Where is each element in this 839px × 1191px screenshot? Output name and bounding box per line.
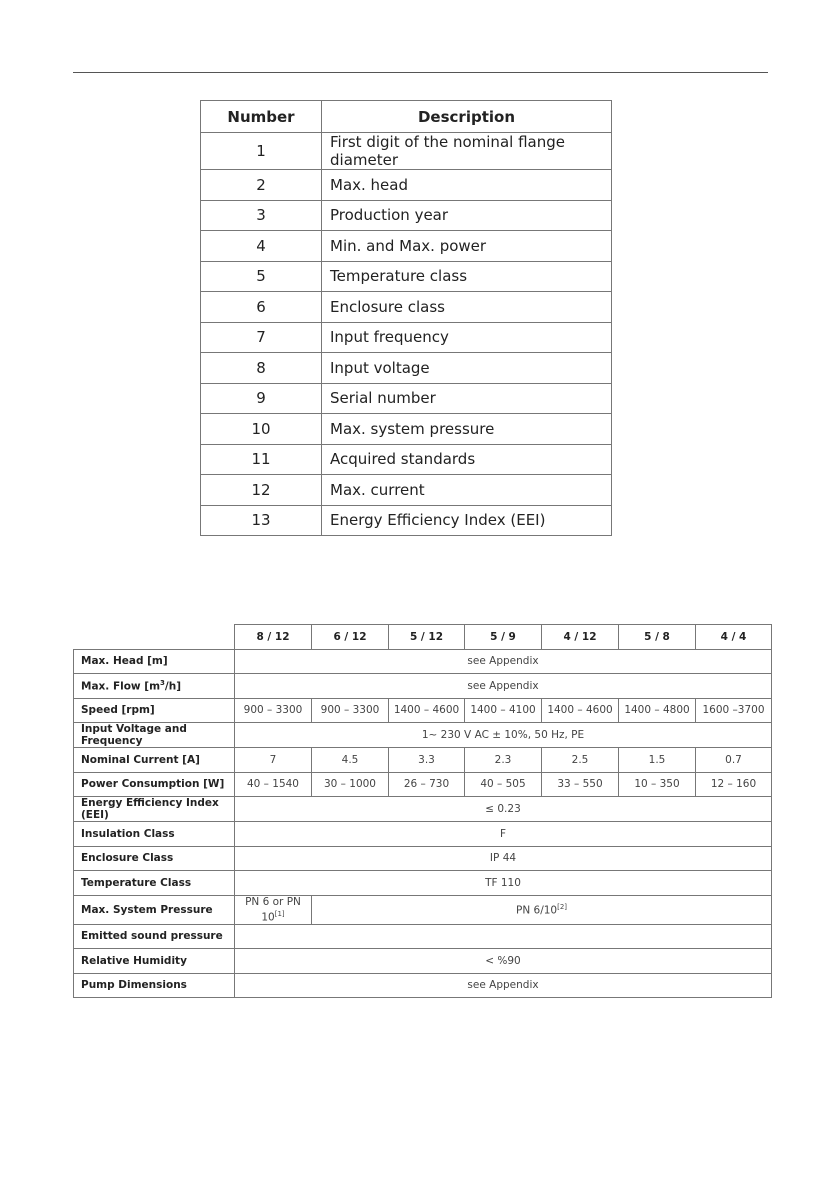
power-value: 40 – 1540	[235, 772, 312, 797]
row-number: 10	[201, 414, 322, 445]
power-value: 33 – 550	[542, 772, 619, 797]
humidity-label: Relative Humidity	[74, 949, 235, 974]
nominal-current-value: 4.5	[312, 748, 389, 773]
legend-body	[201, 133, 612, 536]
table-row	[201, 383, 612, 414]
model-header: 5 / 9	[465, 625, 542, 650]
table-row	[201, 292, 612, 323]
sound-value	[235, 924, 772, 949]
humidity-value: < %90	[235, 949, 772, 974]
row-description: Acquired standards	[322, 444, 612, 475]
row-number: 8	[201, 353, 322, 384]
max-flow-value: see Appendix	[235, 674, 772, 699]
number-header: Number	[201, 101, 322, 133]
insulation-row	[74, 822, 772, 847]
max-pressure-first-value: PN 6 or PN 10[1]	[235, 895, 312, 924]
power-value: 10 – 350	[619, 772, 696, 797]
max-pressure-label: Max. System Pressure	[74, 895, 235, 924]
max-head-label: Max. Head [m]	[74, 649, 235, 674]
nominal-current-label: Nominal Current [A]	[74, 748, 235, 773]
sound-label: Emitted sound pressure	[74, 924, 235, 949]
row-description: Production year	[322, 200, 612, 231]
row-number: 12	[201, 475, 322, 506]
temperature-row	[74, 871, 772, 896]
enclosure-row	[74, 846, 772, 871]
row-description: Min. and Max. power	[322, 231, 612, 262]
max-pressure-row	[74, 895, 772, 924]
row-number: 4	[201, 231, 322, 262]
table-row	[201, 353, 612, 384]
power-value: 12 – 160	[696, 772, 772, 797]
flange-legend-table	[200, 100, 612, 536]
speed-value: 1400 – 4600	[389, 698, 465, 723]
table-header-row	[201, 101, 612, 133]
power-value: 30 – 1000	[312, 772, 389, 797]
corner-cell	[74, 625, 235, 650]
speed-value: 900 – 3300	[235, 698, 312, 723]
row-description: Max. head	[322, 170, 612, 201]
model-header: 5 / 8	[619, 625, 696, 650]
speed-value: 1400 – 4800	[619, 698, 696, 723]
power-value: 40 – 505	[465, 772, 542, 797]
table-row	[201, 505, 612, 536]
model-header: 6 / 12	[312, 625, 389, 650]
table-row	[201, 444, 612, 475]
row-number: 2	[201, 170, 322, 201]
temperature-value: TF 110	[235, 871, 772, 896]
nominal-current-value: 2.5	[542, 748, 619, 773]
model-header: 4 / 4	[696, 625, 772, 650]
model-header: 4 / 12	[542, 625, 619, 650]
input-voltage-value: 1~ 230 V AC ± 10%, 50 Hz, PE	[235, 723, 772, 748]
table-row	[201, 475, 612, 506]
insulation-value: F	[235, 822, 772, 847]
row-description: Max. system pressure	[322, 414, 612, 445]
row-number: 6	[201, 292, 322, 323]
dimensions-row	[74, 973, 772, 998]
row-number: 9	[201, 383, 322, 414]
nominal-current-value: 2.3	[465, 748, 542, 773]
speed-value: 900 – 3300	[312, 698, 389, 723]
nominal-current-value: 7	[235, 748, 312, 773]
enclosure-label: Enclosure Class	[74, 846, 235, 871]
power-value: 26 – 730	[389, 772, 465, 797]
speed-value: 1400 – 4100	[465, 698, 542, 723]
table-row	[201, 414, 612, 445]
row-description: First digit of the nominal flange diameter	[322, 133, 612, 170]
table-row	[201, 322, 612, 353]
insulation-label: Insulation Class	[74, 822, 235, 847]
row-number: 1	[201, 133, 322, 170]
max-flow-label: Max. Flow $[m^3/h]$	[74, 674, 235, 699]
input-voltage-label: Input Voltage and Frequency	[74, 723, 235, 748]
model-header: 8 / 12	[235, 625, 312, 650]
table-row	[201, 200, 612, 231]
temperature-label: Temperature Class	[74, 871, 235, 896]
eei-label: Energy Efficiency Index (EEI)	[74, 797, 235, 822]
dimensions-label: Pump Dimensions	[74, 973, 235, 998]
row-description: Input frequency	[322, 322, 612, 353]
max-head-value: see Appendix	[235, 649, 772, 674]
row-description: Temperature class	[322, 261, 612, 292]
power-row	[74, 772, 772, 797]
speed-value: 1600 –3700	[696, 698, 772, 723]
table-row	[201, 170, 612, 201]
max-flow-row	[74, 674, 772, 699]
row-number: 3	[201, 200, 322, 231]
model-header-row	[74, 625, 772, 650]
row-description: Max. current	[322, 475, 612, 506]
max-pressure-rest-value: PN 6/10[2]	[312, 895, 772, 924]
header-rule	[73, 72, 768, 73]
nominal-current-value: 1.5	[619, 748, 696, 773]
power-label: Power Consumption [W]	[74, 772, 235, 797]
humidity-row	[74, 949, 772, 974]
eei-value: ≤ 0.23	[235, 797, 772, 822]
row-number: 5	[201, 261, 322, 292]
speed-row	[74, 698, 772, 723]
input-voltage-row	[74, 723, 772, 748]
description-header: Description	[322, 101, 612, 133]
row-description: Energy Efficiency Index (EEI)	[322, 505, 612, 536]
row-number: 11	[201, 444, 322, 475]
enclosure-value: IP 44	[235, 846, 772, 871]
row-description: Enclosure class	[322, 292, 612, 323]
row-number: 7	[201, 322, 322, 353]
sound-row	[74, 924, 772, 949]
row-number: 13	[201, 505, 322, 536]
table-row	[201, 261, 612, 292]
max-head-row	[74, 649, 772, 674]
specifications-table	[73, 624, 772, 998]
dimensions-value: see Appendix	[235, 973, 772, 998]
speed-label: Speed [rpm]	[74, 698, 235, 723]
model-header: 5 / 12	[389, 625, 465, 650]
row-description: Serial number	[322, 383, 612, 414]
nominal-current-row	[74, 748, 772, 773]
row-description: Input voltage	[322, 353, 612, 384]
nominal-current-value: 3.3	[389, 748, 465, 773]
eei-row	[74, 797, 772, 822]
nominal-current-value: 0.7	[696, 748, 772, 773]
table-row	[201, 231, 612, 262]
speed-value: 1400 – 4600	[542, 698, 619, 723]
table-row	[201, 133, 612, 170]
